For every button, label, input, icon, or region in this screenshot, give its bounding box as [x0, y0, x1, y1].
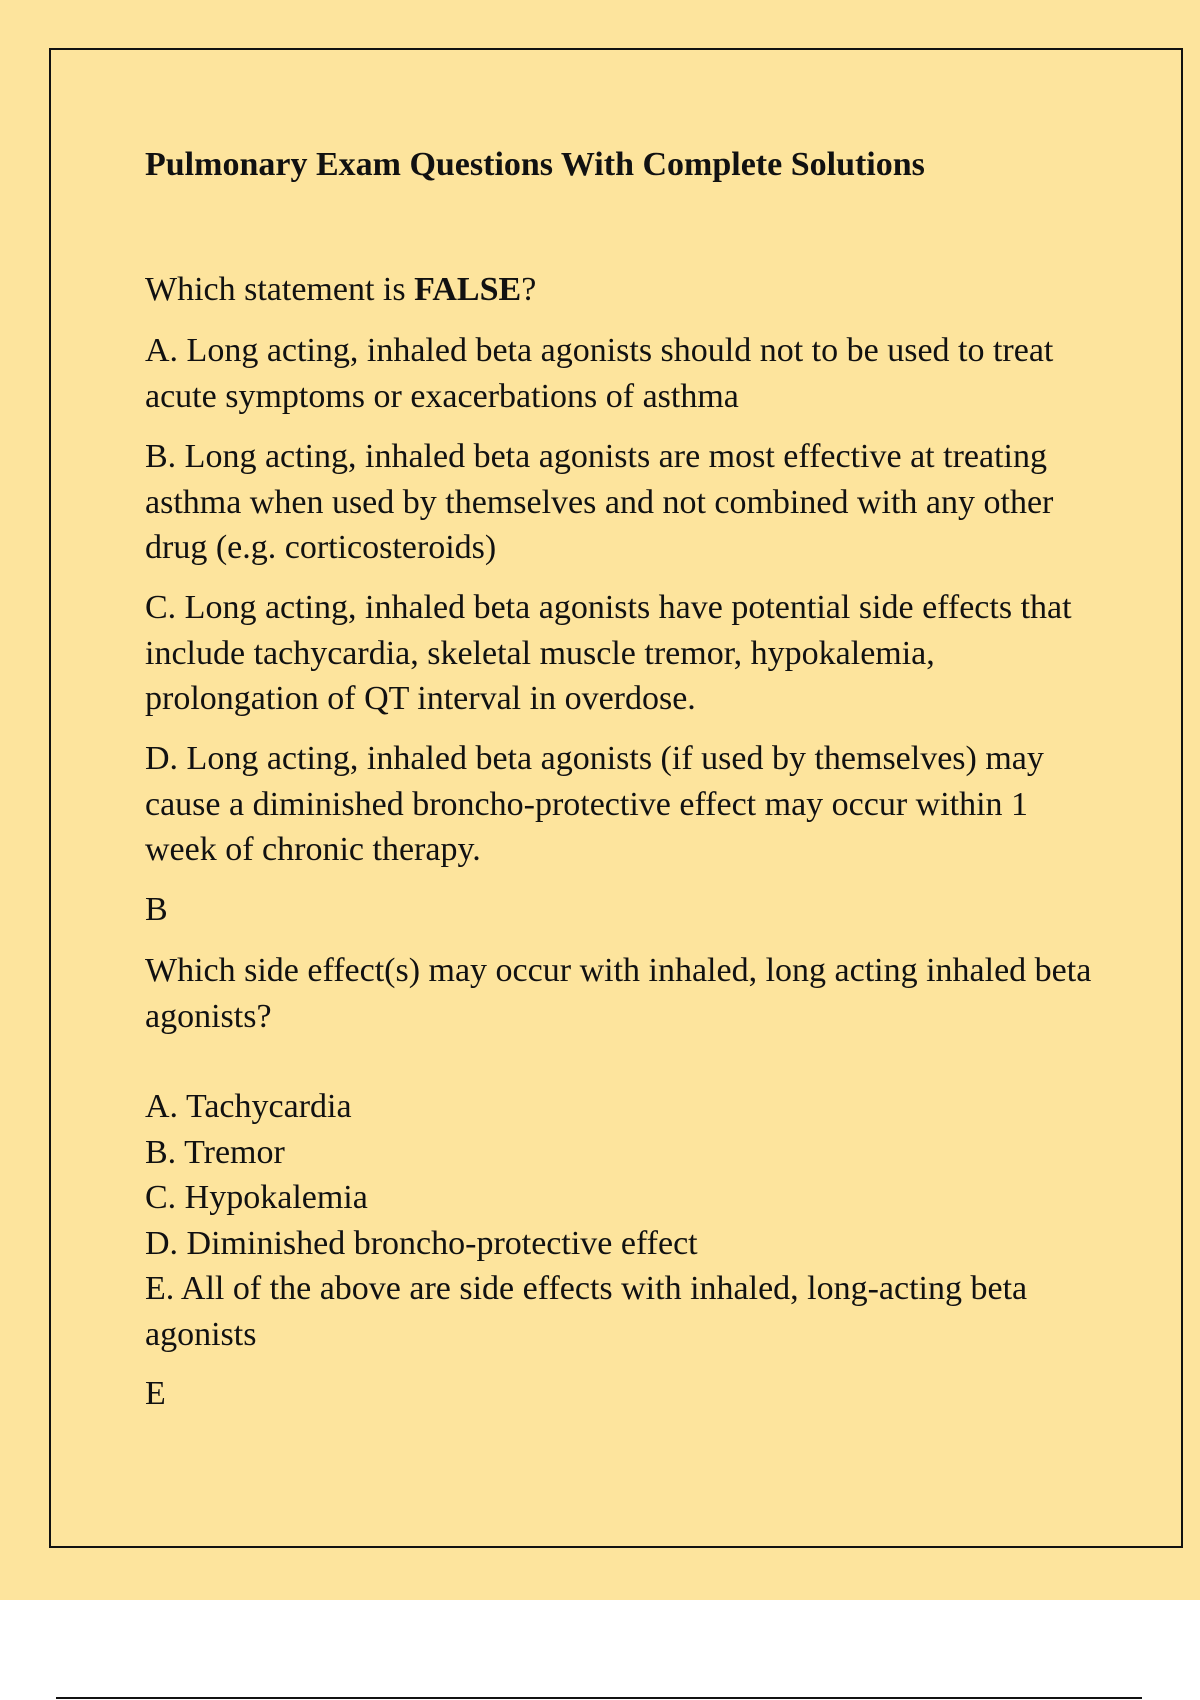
question-2-option-c: C. Hypokalemia [145, 1179, 368, 1216]
question-2-options [145, 1084, 1105, 1357]
bottom-divider [56, 1697, 1142, 1699]
question-1-answer: B [145, 891, 168, 928]
question-1-stem-suffix: ? [521, 271, 537, 308]
question-2-option-d: D. Diminished broncho-protective effect [145, 1224, 698, 1262]
document-title: Pulmonary Exam Questions With Complete Solutions [145, 146, 925, 183]
question-1-stem [145, 267, 1105, 313]
question-1-option-b: B. Long acting, inhaled beta agonists are most effective at treating asthma when used by themselves and not combined with any other drug (e.g. corticosteroids) [145, 438, 1054, 566]
question-1-option-a: A. Long acting, inhaled beta agonists should not to be used to treat acute symptoms or exacerbations of asthma [145, 332, 1054, 415]
question-2-answer: E [145, 1375, 166, 1412]
question-2-stem: Which side effect(s) may occur with inhaled, long acting inhaled beta agonists? [145, 952, 1092, 1035]
question-2-option-e: E. All of the above are side effects with inhaled, long-acting beta agonists [145, 1270, 1028, 1353]
question-1-option-c: C. Long acting, inhaled beta agonists have potential side effects that include tachycardia, skeletal muscle tremor, hypokalemia, prolongation of QT interval in overdose. [145, 589, 1072, 717]
question-1-stem-prefix: Which statement is [145, 271, 415, 308]
question-1-stem-emphasis: FALSE [414, 271, 522, 308]
question-2-option-a: A. Tachycardia [145, 1088, 352, 1125]
question-1-option-d: D. Long acting, inhaled beta agonists (if used by themselves) may cause a diminished broncho-protective effect may occur within 1 week of chronic therapy. [145, 740, 1044, 868]
question-2-option-b: B. Tremor [145, 1133, 285, 1171]
